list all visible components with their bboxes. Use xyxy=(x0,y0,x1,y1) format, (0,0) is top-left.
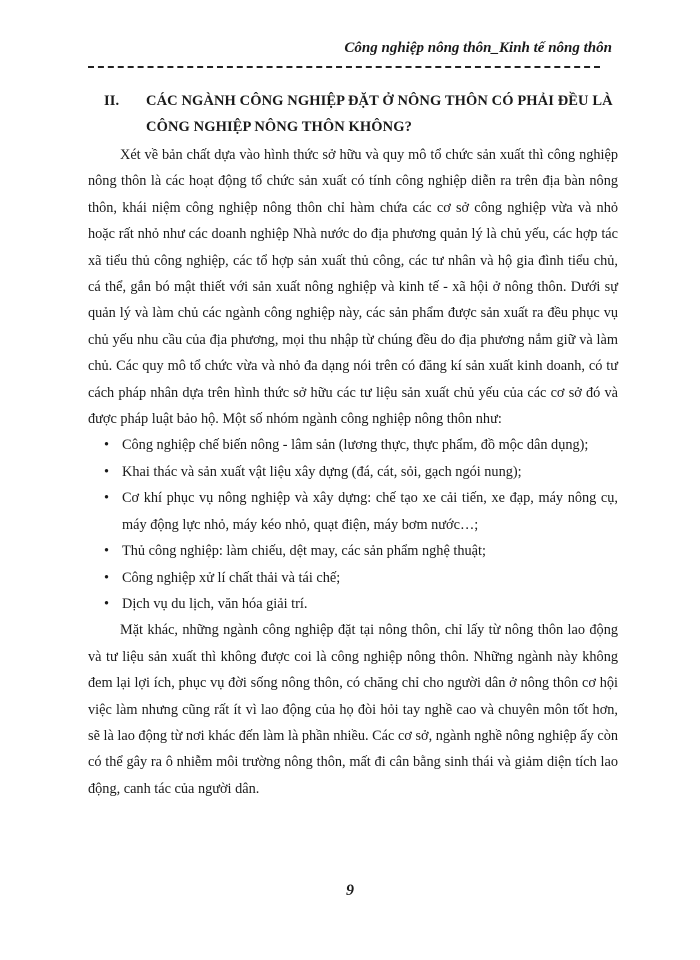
paragraph: Mặt khác, những ngành công nghiệp đặt tại nông thôn, chỉ lấy từ nông thôn lao động và tư liệu sản xuất thì không được coi là công nghiệp nông thôn. Những ngành này không đem lại lợi ích, phục vụ đời sống nông thôn, có chăng chỉ cho người dân ở nông thôn cơ hội việc làm nhưng cũng rất ít vì lao động của họ đòi hỏi tay nghề cao và chuyên môn tốt hơn, sẽ là lao động từ nơi khác đến làm là phần nhiều. Các cơ sở, ngành nghề nông nghiệp ấy còn có thể gây ra ô nhiễm môi trường nông thôn, mất đi cân bằng sinh thái và giảm diện tích lao động, canh tác của người dân. xyxy=(88,622,618,797)
page-number: 9 xyxy=(346,882,354,899)
industry-list xyxy=(88,432,618,617)
section-heading xyxy=(104,88,624,140)
section-number: II. xyxy=(104,93,120,109)
running-header: Công nghiệp nông thôn_Kinh tế nông thôn xyxy=(344,40,612,56)
list-item: • Công nghiệp chế biến nông - lâm sản (lương thực, thực phẩm, đồ mộc dân dụng); xyxy=(88,432,618,458)
list-item: • Khai thác và sản xuất vật liệu xây dựng (đá, cát, sỏi, gạch ngói nung); xyxy=(88,459,618,485)
body-text xyxy=(88,142,618,802)
list-item: • Dịch vụ du lịch, văn hóa giải trí. xyxy=(88,591,618,617)
section-title: CÁC NGÀNH CÔNG NGHIỆP ĐẶT Ở NÔNG THÔN CÓ PHẢI ĐỀU LÀ CÔNG NGHIỆP NÔNG THÔN KHÔNG? xyxy=(146,93,613,135)
header-divider xyxy=(88,66,600,68)
list-item: • Cơ khí phục vụ nông nghiệp và xây dựng: chế tạo xe cải tiến, xe đạp, máy nông cụ, máy động lực nhỏ, máy kéo nhỏ, quạt điện, máy bơm nước…; xyxy=(88,485,618,538)
list-item: • Thủ công nghiệp: làm chiếu, dệt may, các sản phẩm nghệ thuật; xyxy=(88,538,618,564)
paragraph: Xét về bản chất dựa vào hình thức sở hữu và quy mô tổ chức sản xuất thì công nghiệp nông thôn là các hoạt động tổ chức sản xuất có tính công nghiệp diễn ra trên địa bàn nông thôn, khái niệm công nghiệp nông thôn chỉ hàm chứa các cơ sở công nghiệp vừa và nhỏ hoặc rất nhỏ như các doanh nghiệp Nhà nước do địa phương quản lý là chủ yếu, các hợp tác xã tiểu thủ công nghiệp, các tổ hợp sản xuất thủ công, các tư nhân và hộ gia đình tiểu chủ, cá thể, gắn bó mật thiết với sản xuất nông nghiệp và kinh tế - xã hội ở nông thôn. Dưới sự quản lý và làm chủ các ngành công nghiệp này, các sản phẩm được sản xuất ra đều phục vụ chủ yếu nhu cầu của địa phương, mọi thu nhập từ chúng đều do địa phương nắm giữ và làm chủ. Các quy mô tổ chức vừa và nhỏ đa dạng nói trên có đăng kí sản xuất kinh doanh, có tư cách pháp nhân dựa trên hình thức sở hữu các tư liệu sản xuất chủ yếu của các cơ sở đó và được pháp luật bảo hộ. Một số nhóm ngành công nghiệp nông thôn như: xyxy=(88,147,618,428)
list-item: • Công nghiệp xử lí chất thải và tái chế; xyxy=(88,565,618,591)
